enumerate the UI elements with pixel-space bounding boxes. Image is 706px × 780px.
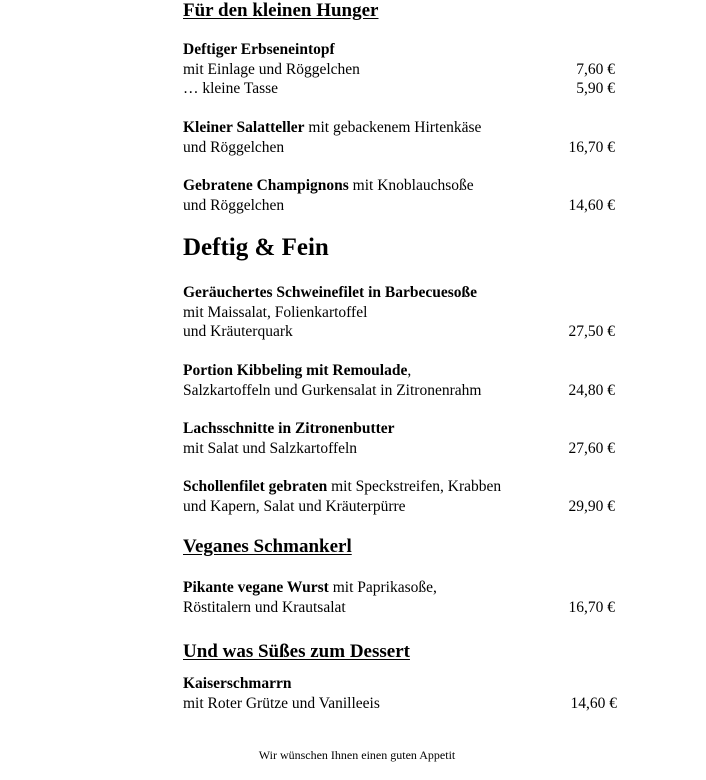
item-line xyxy=(183,694,617,714)
item-title: Portion Kibbeling mit Remoulade xyxy=(183,362,408,379)
menu-item-schweinefilet xyxy=(183,283,615,342)
item-line xyxy=(183,60,615,80)
item-description: Salzkartoffeln und Gurkensalat in Zitronenrahm xyxy=(183,381,482,399)
menu-item-salatteller xyxy=(183,118,615,157)
item-description: mit Einlage und Röggelchen xyxy=(183,60,360,78)
section-heading-vegan: Veganes Schmankerl xyxy=(183,536,352,557)
item-price: 16,70 € xyxy=(568,138,615,156)
item-line xyxy=(183,322,615,342)
item-text: mit Knoblauchsoße xyxy=(348,177,474,194)
item-description: mit Salat und Salzkartoffeln xyxy=(183,439,358,457)
item-price: 24,80 € xyxy=(568,381,615,399)
item-price: 14,60 € xyxy=(568,196,615,214)
item-price: 27,60 € xyxy=(568,439,615,457)
item-price: 14,60 € xyxy=(570,694,617,712)
item-description: und Kräuterquark xyxy=(183,323,293,340)
item-line xyxy=(183,196,615,216)
item-title: Geräuchertes Schweinefilet in Barbecuesoße xyxy=(183,284,478,301)
item-line xyxy=(183,674,615,694)
item-text: mit Speckstreifen, Krabben xyxy=(327,478,502,495)
menu-item-kibbeling xyxy=(183,361,615,400)
item-title: Deftiger Erbseneintopf xyxy=(183,41,335,58)
item-description: … kleine Tasse xyxy=(183,80,279,97)
item-price: 7,60 € xyxy=(576,60,615,78)
menu-item-schollenfilet xyxy=(183,477,615,516)
item-line xyxy=(183,40,615,60)
item-line xyxy=(183,439,615,459)
item-description: Röstitalern und Krautsalat xyxy=(183,598,346,616)
item-line xyxy=(183,138,615,158)
menu-item-lachsschnitte xyxy=(183,419,615,458)
item-title: Pikante vegane Wurst xyxy=(183,579,329,596)
section-heading-deftig-fein: Deftig & Fein xyxy=(183,234,329,261)
item-text: mit gebackenem Hirtenkäse xyxy=(304,119,482,136)
item-line xyxy=(183,118,615,138)
item-line xyxy=(183,419,615,439)
item-line xyxy=(183,79,615,99)
item-line xyxy=(183,303,615,323)
item-line xyxy=(183,361,615,381)
item-line xyxy=(183,598,615,618)
item-line xyxy=(183,283,615,303)
item-title: Kaiserschmarrn xyxy=(183,675,292,692)
item-price: 27,50 € xyxy=(568,323,615,340)
item-line xyxy=(183,477,615,497)
section-heading-dessert: Und was Süßes zum Dessert xyxy=(183,641,410,662)
menu-item-champignons xyxy=(183,176,615,215)
item-price: 16,70 € xyxy=(568,598,615,616)
item-line xyxy=(183,497,615,517)
item-description: mit Roter Grütze und Vanilleeis xyxy=(183,694,380,712)
item-title: Schollenfilet gebraten xyxy=(183,478,328,495)
item-title: Lachsschnitte in Zitronenbutter xyxy=(183,420,395,437)
item-line xyxy=(183,381,615,401)
item-description: mit Maissalat, Folienkartoffel xyxy=(183,303,368,321)
menu-item-vegane-wurst xyxy=(183,578,615,617)
section-heading-small-hunger: Für den kleinen Hunger xyxy=(183,0,379,21)
item-text: , xyxy=(407,362,412,379)
item-description: und Röggelchen xyxy=(183,196,285,214)
item-description: und Kapern, Salat und Kräuterpürre xyxy=(183,497,406,515)
item-price: 29,90 € xyxy=(568,497,615,515)
item-title: Kleiner Salatteller xyxy=(183,119,305,136)
menu-item-kaiserschmarrn xyxy=(183,674,617,713)
footer-greeting: Wir wünschen Ihnen einen guten Appetit xyxy=(258,748,456,762)
menu-item-erbseneintopf xyxy=(183,40,615,99)
item-price: 5,90 € xyxy=(576,80,615,97)
item-line xyxy=(183,176,615,196)
item-description: und Röggelchen xyxy=(183,138,285,156)
item-text: mit Paprikasoße, xyxy=(328,579,437,596)
item-line xyxy=(183,578,615,598)
item-title: Gebratene Champignons xyxy=(183,177,349,194)
